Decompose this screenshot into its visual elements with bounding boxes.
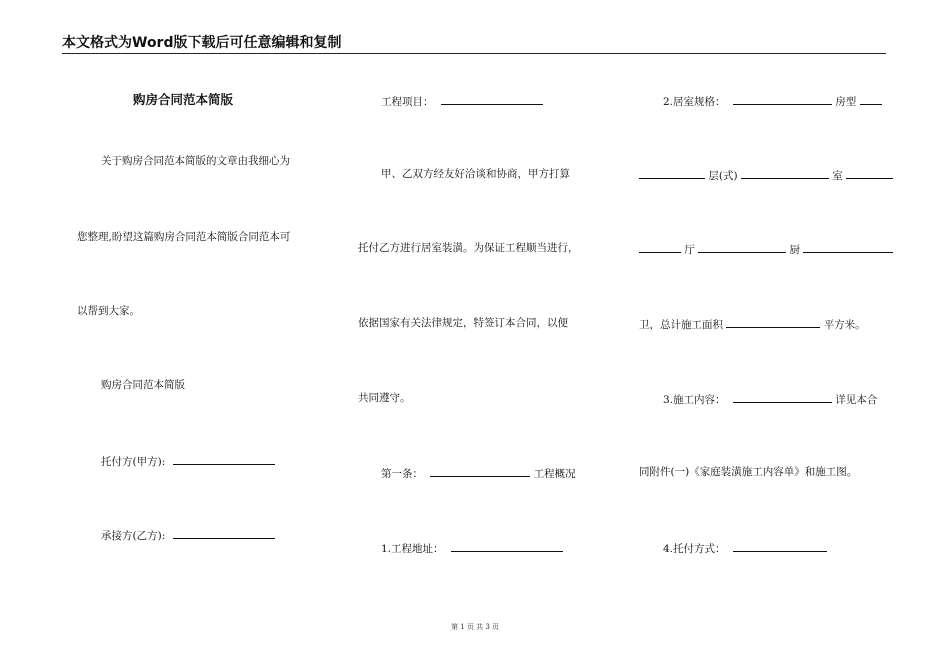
area-blank[interactable] <box>726 316 820 328</box>
address-label: 1.工程地址： <box>381 543 444 555</box>
floor-room-line <box>639 167 893 183</box>
hall-label: 厅 <box>684 244 695 256</box>
address-blank[interactable] <box>451 540 563 552</box>
party-b-line <box>101 527 275 543</box>
agreement-line-1: 甲、乙双方经友好洽谈和协商，甲方打算 <box>381 168 570 180</box>
bath-blank[interactable] <box>803 241 893 253</box>
contract-subtitle: 购房合同范本简版 <box>101 379 185 391</box>
work-content-suffix: 详见本合 <box>835 394 878 406</box>
intro-line-1: 关于购房合同范本简版的文章由我细心为 <box>101 155 290 167</box>
room-count-blank[interactable] <box>846 167 893 179</box>
page-number: 第 1 页 共 3 页 <box>450 623 500 631</box>
payment-label: 4.托付方式： <box>663 543 726 555</box>
room-label: 室 <box>832 170 843 182</box>
project-line <box>381 93 543 109</box>
kitchen-blank[interactable] <box>698 241 786 253</box>
intro-line-3: 以帮到大家。 <box>77 305 140 317</box>
work-content-blank[interactable] <box>733 391 832 403</box>
payment-blank[interactable] <box>733 540 827 552</box>
floor-blank[interactable] <box>639 167 705 179</box>
room-type-label: 房型 <box>835 96 857 108</box>
party-b-blank[interactable] <box>173 527 275 539</box>
hall-kitchen-line <box>639 241 893 257</box>
project-label: 工程项目： <box>381 96 434 108</box>
article-1-prefix: 第一条： <box>381 468 423 480</box>
article-1-line <box>381 465 576 481</box>
agreement-line-4: 共同遵守。 <box>358 392 411 404</box>
party-b-label: 承接方(乙方): <box>101 530 166 542</box>
room-blank[interactable] <box>741 167 829 179</box>
article-1-suffix: 工程概况 <box>533 468 576 480</box>
work-content-line-2: 同附件(一)《家庭装潢施工内容单》和施工图。 <box>639 466 858 478</box>
room-spec-label: 2.居室规格： <box>663 96 726 108</box>
floor-label: 层(式) <box>708 170 738 182</box>
intro-line-2: 您整理,盼望这篇购房合同范本简版合同范本可 <box>77 231 291 243</box>
article-1-blank[interactable] <box>430 465 530 477</box>
work-content-line <box>663 391 877 407</box>
agreement-line-2: 托付乙方进行居室装潢。为保证工程顺当进行， <box>358 242 579 254</box>
party-a-blank[interactable] <box>173 453 275 465</box>
room-spec-line <box>663 93 882 109</box>
document-banner: 本文格式为Word版下载后可任意编辑和复制 <box>62 33 886 54</box>
work-content-label: 3.施工内容： <box>663 394 726 406</box>
hall-blank[interactable] <box>639 241 681 253</box>
area-suffix: 平方米。 <box>823 319 866 331</box>
document-title: 购房合同范本简版 <box>133 92 234 107</box>
party-a-line <box>101 453 275 469</box>
kitchen-label: 厨 <box>789 244 801 256</box>
payment-line <box>663 540 827 556</box>
area-line <box>639 316 866 332</box>
party-a-label: 托付方(甲方): <box>101 456 166 468</box>
address-line <box>381 540 563 556</box>
project-blank[interactable] <box>441 93 543 105</box>
agreement-line-3: 依据国家有关法律规定，特签订本合同，以便 <box>358 317 568 329</box>
room-spec-blank[interactable] <box>733 93 832 105</box>
area-prefix: 卫，总计施工面积 <box>639 319 723 331</box>
room-type-blank[interactable] <box>860 93 882 105</box>
